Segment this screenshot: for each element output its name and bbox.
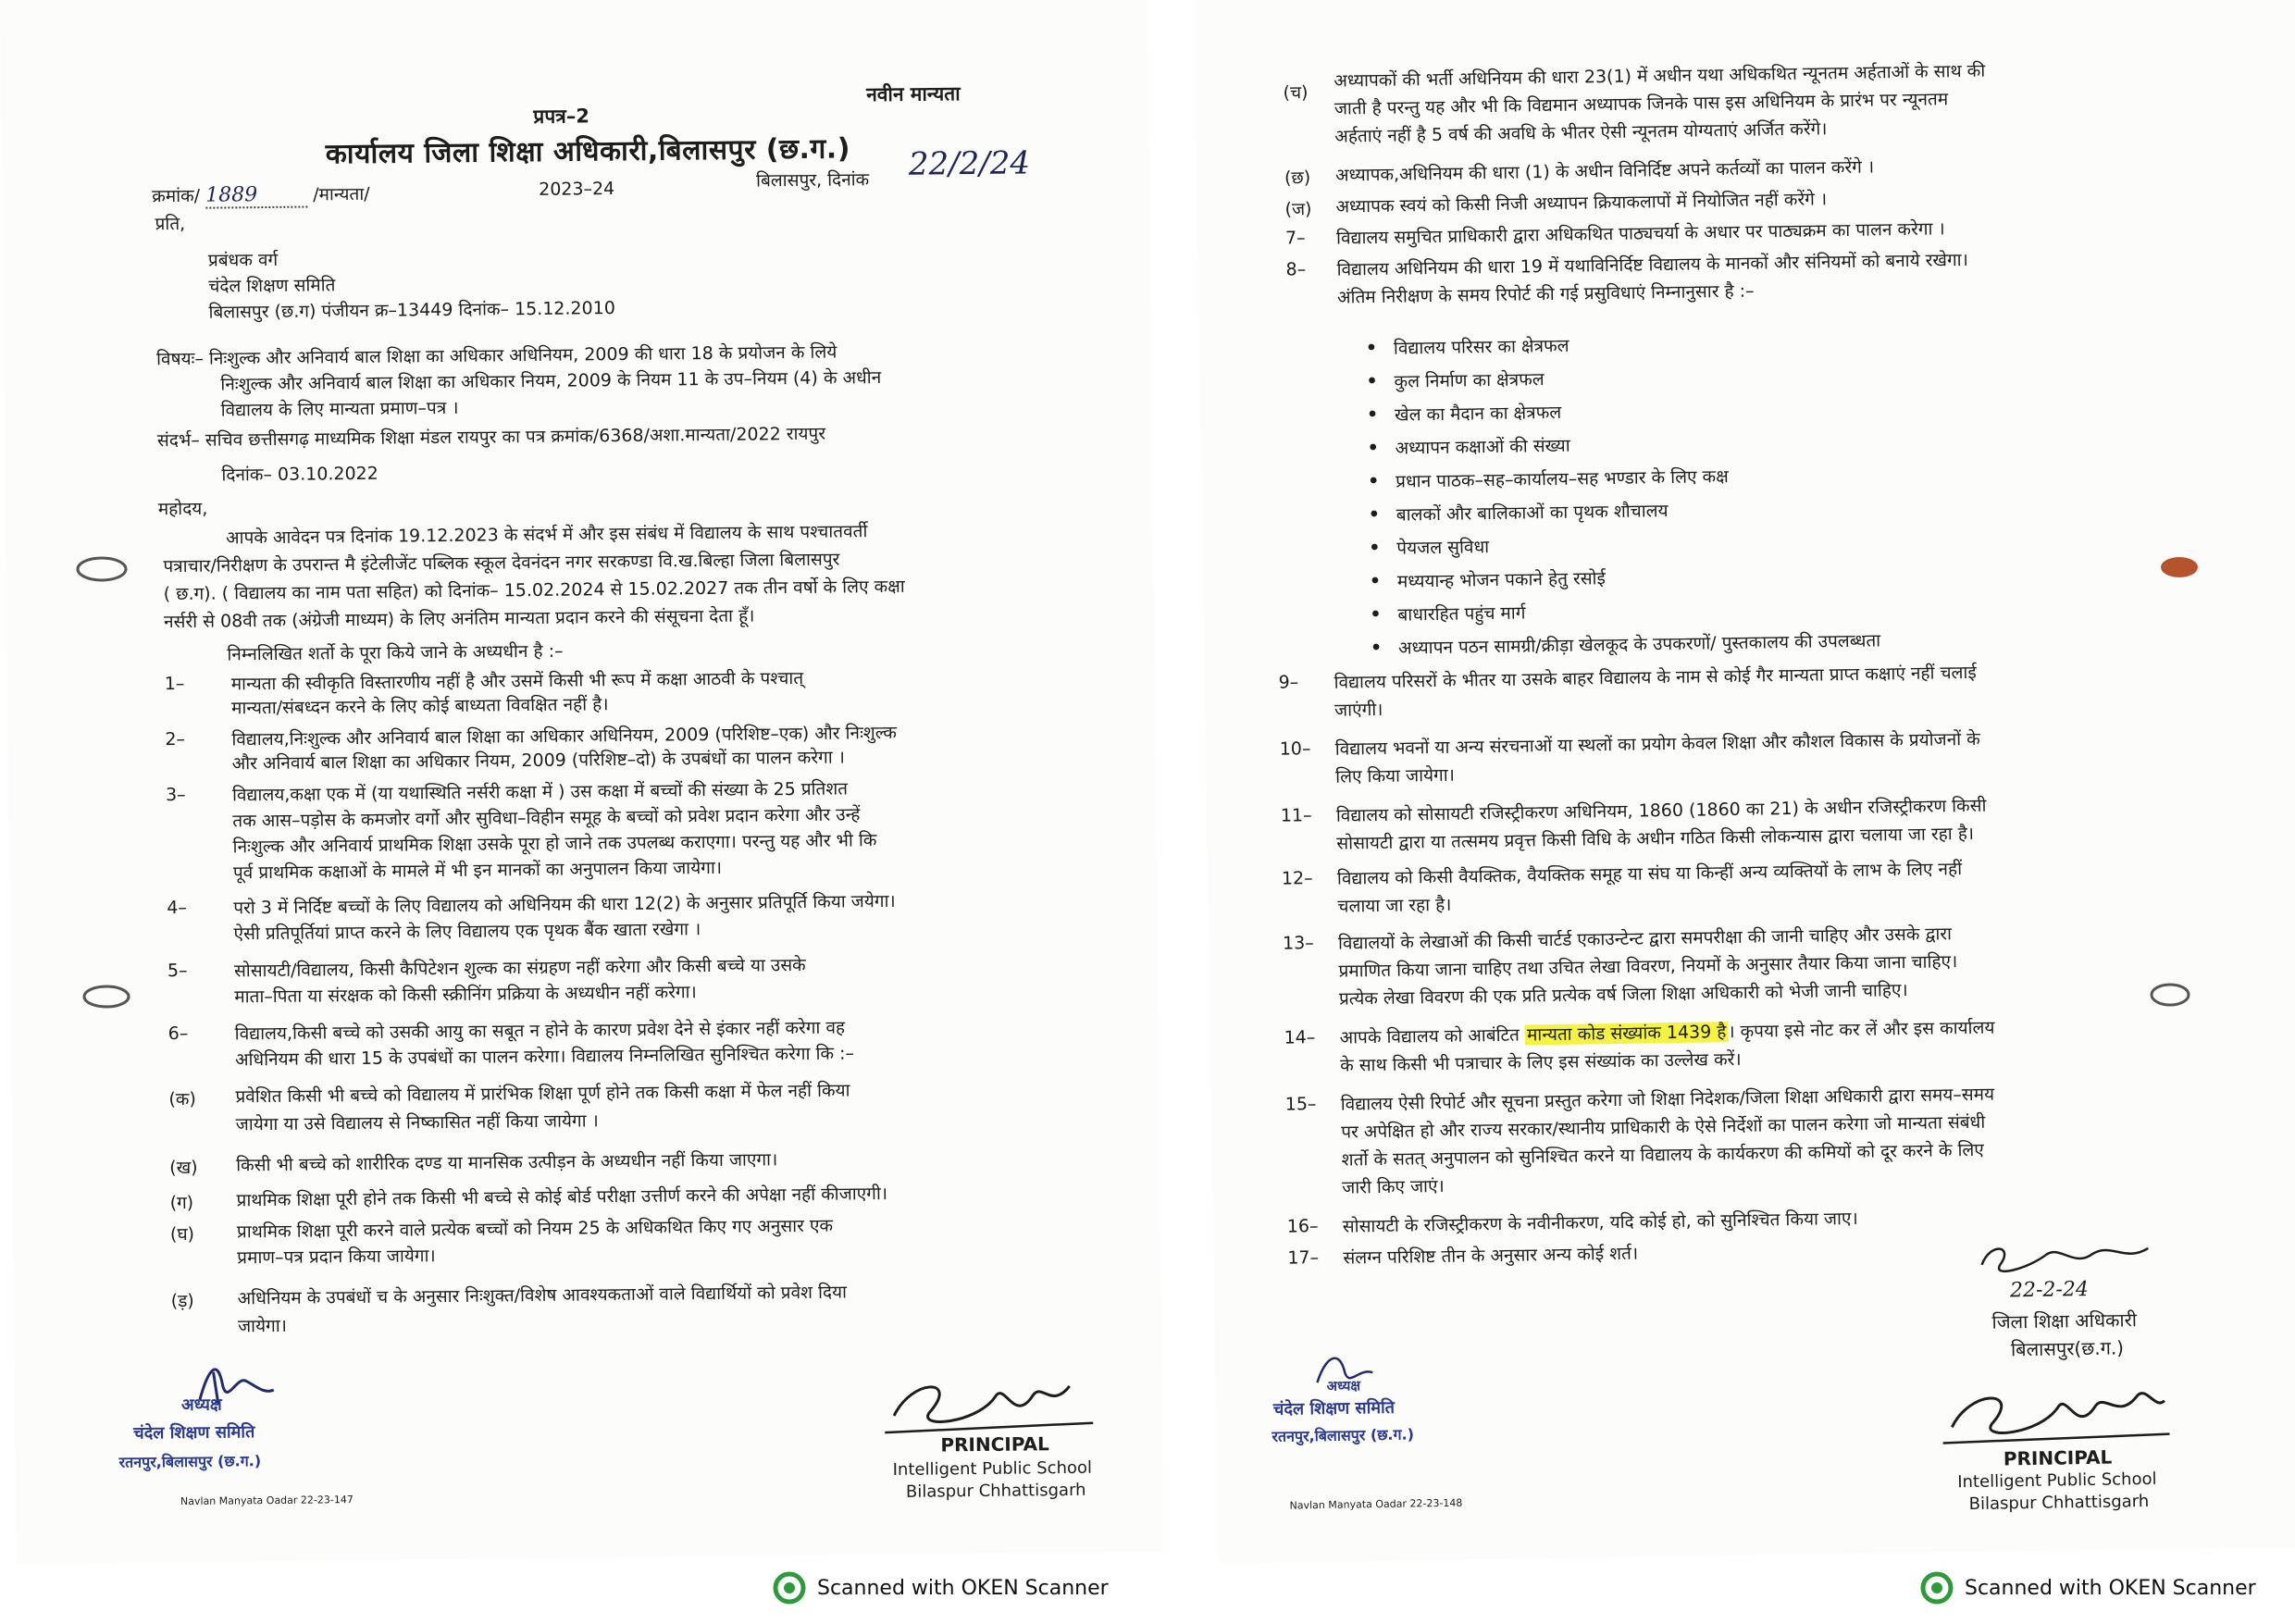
facility-item: खेल का मैदान का क्षेत्रफल (1394, 402, 1562, 426)
bullet-dot: • (1366, 403, 1379, 426)
condition-3-line-4: पूर्व प्राथमिक कक्षाओं के मामले में भी इन मानकों का अनुपालन किया जायेगा। (232, 857, 723, 884)
item-17-line-1: संलग्न परिशिष्ट तीन के अनुसार अन्य कोई शर्त। (1343, 1243, 1639, 1269)
facility-item: प्रधान पाठक–सह–कार्यालय–सह भण्डार के लिए कक्ष (1396, 465, 1729, 492)
item-12-line-2: चलाया जा रहा है। (1337, 894, 1452, 917)
subcondition-gha-number: (घ) (169, 1223, 195, 1246)
bullet-dot: • (1365, 337, 1378, 359)
scanner-label: Scanned with OKEN Scanner (1965, 1576, 2256, 1600)
item-14-line-1 (1339, 1017, 1994, 1049)
punch-hole-mark-3 (2156, 553, 2202, 581)
scanner-watermark-2 (1920, 1571, 2256, 1605)
stamp-right-place-2: Bilaspur Chhattisgarh (1968, 1491, 2150, 1515)
facility-item: अध्यापन पठन सामग्री/क्रीड़ा खेलकूद के उपकरणों/ पुस्तकालय की उपलब्धता (1397, 630, 1881, 659)
condition-6-number: 6– (167, 1023, 189, 1045)
condition-3-line-3: निःशुल्क और अनिवार्य प्राथमिक शिक्षा उसके पूरा हो जाने तक उपलब्ध कराएगा। परन्तु यह और भी कि (232, 830, 877, 858)
condition-2-line-1: विद्यालय,निःशुल्क और अनिवार्य बाल शिक्षा का अधिकार अधिनियम, 2009 (परिशिष्ट–एक) और निःशुल्क (231, 722, 898, 750)
item-7-line-1: विद्यालय समुचित प्राधिकारी द्वारा अधिकथित पाठ्यचर्या के अधार पर पाठ्यक्रम का पालन करेगा । (1335, 218, 1945, 249)
item-chha-line-1: अध्यापक,अधिनियम की धारा (1) के अधीन विनिर्दिष्ट अपने कर्तव्यों का पालन करेंगे । (1334, 156, 1875, 186)
item-13-line-3: प्रत्येक लेखा विवरण की एक प्रति प्रत्येक वर्ष जिला शिक्षा अधिकारी को भेजी जानी चाहिए। (1338, 980, 1908, 1010)
subject-line-3: विद्यालय के लिए मान्यता प्रमाण–पत्र । (220, 397, 459, 421)
scanner-watermark-1 (773, 1571, 1109, 1605)
subcondition-kha-line-1: किसी भी बच्चे को शारीरिक दण्ड या मानसिक उत्पीड़न के अध्यधीन नहीं किया जाएगा। (236, 1149, 778, 1176)
stamp-right-title: PRINCIPAL (940, 1432, 1049, 1457)
facility-item: बाधारहित पहुंच मार्ग (1397, 602, 1526, 626)
new-recognition-label: नवीन मान्यता (865, 82, 961, 106)
footer-note: Navlan Manyata Oadar 22-23-147 (180, 1494, 354, 1508)
body-line-4: नर्सरी से 08वी तक (अंग्रेजी माध्यम) के लिए अनंतिम मान्यता प्रदान करने की संसूचना देता हूँ। (163, 605, 755, 633)
item-11-line-2: सोसायटी द्वारा या तत्समय प्रवृत्त किसी विधि के अधीन गठित किसी लोकन्यास द्वारा चलाया जा रहा है। (1336, 823, 1975, 854)
subcondition-ka-line-1: प्रवेशित किसी भी बच्चे को विद्यालय में प्रारंभिक शिक्षा पूर्ण होने तक किसी कक्षा में फेल नहीं किया (235, 1080, 850, 1108)
ref-number-handwritten: 1889 (205, 183, 307, 209)
item-10-line-2: लिए किया जायेगा। (1335, 764, 1456, 787)
condition-1-number: 1– (164, 673, 185, 695)
footer-note-2: Navlan Manyata Oadar 22-23-148 (1289, 1496, 1463, 1512)
subcondition-gha-line-2: प्रमाण–पत्र प्रदान किया जायेगा। (237, 1246, 436, 1269)
form-number: प्रपत्र–2 (533, 105, 590, 128)
punch-hole-mark-1 (74, 555, 130, 583)
item-11-number: 11– (1280, 805, 1312, 826)
condition-5-number: 5– (167, 960, 188, 982)
bullet-dot: • (1370, 603, 1382, 626)
condition-5-line-2: माता–पिता या संरक्षक को किसी स्क्रीनिंग प्रक्रिया के अध्यधीन नहीं करेगा। (234, 982, 697, 1008)
ref-label: क्रमांक/ (152, 185, 201, 207)
item-12-line-1: विद्यालय को किसी वैयक्तिक, वैयक्तिक समूह या संघ या किन्हीं अन्य व्यक्तियों के लाभ के लिए नहीं (1336, 859, 1963, 889)
item-15-number: 15– (1284, 1094, 1317, 1115)
officer-title: जिला शिक्षा अधिकारी (1991, 1308, 2138, 1333)
stamp-right-school: Intelligent Public School (892, 1457, 1093, 1480)
addressee-line-3: बिलासपुर (छ.ग) पंजीयन क्र–13449 दिनांक– 15.12.2010 (208, 298, 615, 323)
date-handwritten: 22/2/24 (908, 144, 1031, 183)
item-9-number: 9– (1278, 672, 1299, 693)
subcondition-da-number: (ड़) (170, 1290, 194, 1312)
stamp-right-title-2: PRINCIPAL (2003, 1445, 2113, 1470)
item-chha-number: (छ) (1284, 167, 1311, 189)
subcondition-ka-line-2: जायेगा या उसे विद्यालय से निष्कासित नहीं किया जायेगा । (235, 1110, 599, 1135)
item-11-line-1: विद्यालय को सोसायटी रजिस्ट्रीकरण अधिनियम, 1860 (1860 का 21) के अधीन रजिस्ट्रीकरण किसी (1335, 795, 1987, 826)
subcondition-da-line-2: जायेगा। (237, 1315, 287, 1337)
bullet-dot: • (1368, 470, 1380, 492)
item-13-line-1: विद्यालयों के लेखाओं की किसी चार्टर्ड एकाउन्टेन्ट द्वारा समपरीक्षा की जानी चाहिए और उसके द्वारा (1337, 924, 1953, 954)
item-15-line-3: शर्तो के सतत् अनुपालन को सुनिश्चित करने या विद्यालय के कार्यकरण की कमियों को दूर करने के लिए (1341, 1139, 1985, 1171)
stamp-right-school-2: Intelligent Public School (1957, 1469, 2157, 1493)
item-13-line-2: प्रमाणित किया जाना चाहिए तथा उचित लेखा विवरण, नियमों के अनुसार तैयार किया जाना चाहिए। (1338, 951, 1958, 982)
item-10-line-1: विद्यालय भवनों या अन्य संरचनाओं या स्थलों का प्रयोग केवल शिक्षा और कौशल विकास के प्रयोजनों के (1334, 728, 1980, 760)
item-15-line-2: पर अपेक्षित हो और राज्य सरकार/स्थानीय प्राधिकारी के ऐसे निर्देशों का पालन करेगा जो मान्यता संबंधी (1341, 1111, 1986, 1143)
stamp-left-org-2: चंदेल शिक्षण समिति (1272, 1397, 1396, 1419)
condition-2-line-2: और अनिवार्य बाल शिक्षा का अधिकार नियम, 2009 (परिशिष्ट–दो) के उपबंधों का पालन करेगा । (231, 747, 846, 775)
body-line-3: ( छ.ग). ( विद्यालय का नाम पता सहित) को दिनांक– 15.02.2024 से 15.02.2027 तक तीन वर्षो के लिए कक्षा (163, 576, 905, 605)
condition-5-line-1: सोसायटी/विद्यालय, किसी कैपिटेशन शुल्क का संग्रहण नहीं करेगा और किसी बच्चे या उसके (233, 954, 806, 982)
scanner-logo-icon (773, 1571, 806, 1605)
scanner-logo-icon (1920, 1571, 1954, 1605)
condition-4-line-2: ऐसी प्रतिपूर्तियां प्राप्त करने के लिए विद्यालय एक पृथक बैंक खाता रखेगा । (233, 919, 701, 945)
subcondition-da-line-1: अधिनियम के उपबंधों च के अनुसार निःशुक्त/विशेष आवश्यकताओं वाले विद्यार्थियों को प्रवेश दिया (237, 1282, 848, 1309)
stamp-right-place: Bilaspur Chhattisgarh (905, 1480, 1086, 1502)
item-ja-number: (ज) (1284, 199, 1312, 220)
condition-6-line-2: अधिनियम की धारा 15 के उपबंधों का पालन करेगा। विद्यालय निम्नलिखित सुनिश्चित करेगा कि :– (234, 1043, 855, 1071)
to-label: प्रति, (155, 213, 186, 235)
item-9-line-1: विद्यालय परिसरों के भीतर या उसके बाहर विद्यालय के नाम से कोई गैर मान्यता प्राप्त कक्षाएं नहीं चलाई (1334, 662, 1977, 693)
principal-signature (875, 1358, 1107, 1444)
item-9-line-2: जाएंगी। (1334, 699, 1383, 721)
condition-4-line-1: परो 3 में निर्दिष्ट बच्चों के लिए विद्यालय को अधिनियम की धारा 12(2) के अनुसार प्रतिपूर्ति किया जयेगा। (233, 890, 896, 919)
officer-place: बिलासपुर(छ.ग.) (2010, 1336, 2125, 1361)
item-13-number: 13– (1282, 933, 1314, 954)
facility-item: कुल निर्माण का क्षेत्रफल (1394, 369, 1544, 392)
bullet-dot: • (1369, 537, 1381, 559)
ref-suffix: /मान्यता/ (313, 183, 370, 205)
item-8-line-2: अंतिम निरीक्षण के समय रिपोर्ट की गई प्रसुविधाएं निम्नानुसार है :– (1336, 280, 1755, 308)
salutation: महोदय, (157, 498, 208, 520)
principal-signature-2 (1937, 1372, 2178, 1450)
item-15-line-1: विद्यालय ऐसी रिपोर्ट और सूचना प्रस्तुत करेगा जो शिक्षा निदेशक/जिला शिक्षा अधिकारी द्वारा समय–समय (1340, 1084, 1995, 1115)
reference-line (152, 181, 370, 209)
body-line-5: निम्नलिखित शर्तो के पूरा किये जाने के अध्यधीन है :– (227, 640, 564, 665)
item-16-line-1: सोसायटी के रजिस्ट्रीकरण के नवीनीकरण, यदि कोई हो, को सुनिश्चित किया जाए। (1342, 1208, 1858, 1237)
subcondition-kha-number: (ख) (169, 1157, 198, 1179)
document-page-1 (0, 0, 1164, 1564)
place-date-label: बिलासपुर, दिनांक (755, 169, 870, 192)
punch-hole-mark-2 (79, 983, 134, 1010)
reference-line-2: दिनांक– 03.10.2022 (221, 463, 378, 486)
addressee-line-1: प्रबंधक वर्ग (207, 249, 279, 271)
item-cha-line-3: अर्हताएं नहीं है 5 वर्ष की अवधि के भीतर ऐसी न्यूनतम योग्यताएं अर्जित करेंगे। (1334, 118, 1828, 147)
condition-4-number: 4– (167, 897, 187, 919)
condition-3-line-1: विद्यालय,कक्षा एक में (या यथास्थिति नर्सरी कक्षा में ) उस कक्षा में बच्चों की संख्या के 25 प्रतिशत (231, 778, 849, 806)
scanner-label: Scanned with OKEN Scanner (817, 1576, 1109, 1600)
condition-3-number: 3– (165, 784, 186, 806)
item-15-line-4: जारी किए जाएं। (1342, 1175, 1445, 1198)
item-10-number: 10– (1279, 738, 1311, 760)
stamp-left-place-2: रतनपुर,बिलासपुर (छ.ग.) (1272, 1425, 1415, 1445)
facility-item: बालकों और बालिकाओं का पृथक शौचालय (1396, 501, 1669, 526)
item-7-number: 7– (1284, 228, 1306, 249)
facility-item: अध्यापन कक्षाओं की संख्या (1395, 435, 1570, 459)
subject-line-1: विषयः– निःशुल्क और अनिवार्य बाल शिक्षा का अधिकार अधिनियम, 2009 की धारा 18 के प्रयोजन के लिये (155, 341, 837, 370)
item-14-number: 14– (1284, 1027, 1316, 1048)
subject-line-2: निःशुल्क और अनिवार्य बाल शिक्षा का अधिकार नियम, 2009 के नियम 11 के उप–नियम (4) के अधीन (220, 367, 882, 395)
item-cha-line-1: अध्यापकों की भर्ती अधिनियम की धारा 23(1) में अधीन यथा अधिकथित न्यूनतम अर्हताओं के साथ की (1334, 60, 1986, 92)
reference-line-1: संदर्भ– सचिव छत्तीसगढ़ माध्यमिक शिक्षा मंडल रायपुर का पत्र क्रमांक/6368/अशा.मान्यता/2022 रायपुर (156, 423, 826, 452)
facility-item: पेयजल सुविधा (1396, 537, 1490, 559)
bullet-dot: • (1367, 437, 1379, 459)
item-cha-line-2: जाती है परन्तु यह और भी कि विद्यमान अध्यापक जिनके पास इस अधिनियम के प्रारंभ पर न्यूनतम (1334, 89, 1949, 119)
item-12-number: 12– (1281, 868, 1313, 889)
bullet-dot: • (1368, 503, 1381, 526)
body-line-1: आपके आवेदन पत्र दिनांक 19.12.2023 के संदर्भ में और इस संबंध में विद्यालय के साथ पश्चातवर्ती (225, 521, 868, 549)
condition-1-line-1: मान्यता की स्वीकृति विस्तारणीय नहीं है और उसमें किसी भी रूप में कक्षा आठवी के पश्चात् (230, 667, 804, 695)
stamp-left-title: अध्यक्ष (180, 1395, 222, 1416)
punch-hole-mark-4 (2147, 981, 2193, 1009)
recognition-code-highlight: मान्यता कोड संख्यांक 1439 है (1526, 1022, 1727, 1046)
subcondition-gha-line-1: प्राथमिक शिक्षा पूरी करने वाले प्रत्येक बच्चों को नियम 25 के अधिकथित किए गए अनुसार एक (236, 1215, 834, 1243)
condition-6-line-1: विद्यालय,किसी बच्चे को उसकी आयु का सबूत न होने के कारण प्रवेश देने से इंकार नहीं करेगा वह (234, 1017, 846, 1045)
item-14-pre: आपके विद्यालय को आबंटित (1339, 1024, 1520, 1048)
bullet-dot: • (1370, 637, 1383, 659)
stamp-left-org: चंदेल शिक्षण समिति (133, 1422, 255, 1444)
stamp-left-title-2: अध्यक्ष (1326, 1377, 1361, 1395)
item-ja-line-1: अध्यापक स्वयं को किसी निजी अध्यापन क्रियाकलापों में नियोजित नहीं करेंगे । (1335, 189, 1828, 217)
item-17-number: 17– (1287, 1247, 1320, 1269)
subcondition-ga-number: (ग) (169, 1192, 194, 1214)
officer-date-handwritten: 22-2-24 (2009, 1277, 2090, 1303)
condition-2-number: 2– (165, 728, 186, 750)
document-page-2 (1194, 0, 2295, 1564)
ref-year: 2023–24 (539, 179, 615, 200)
item-16-number: 16– (1286, 1216, 1319, 1237)
condition-3-line-2: तक आस–पड़ोस के कमजोर वर्गो और सुविधा–विहीन समूह के बच्चों को प्रवेश प्रदान करेगा और उन्हें (232, 804, 861, 832)
bullet-dot: • (1366, 370, 1378, 392)
facility-item: मध्ययान्ह भोजन पकाने हेतु रसोई (1396, 568, 1606, 592)
item-cha-number: (च) (1283, 82, 1309, 104)
addressee-line-2: चंदेल शिक्षण समिति (208, 275, 336, 297)
item-8-line-1: विद्यालय अधिनियम की धारा 19 में यथाविनिर्दिष्ट विद्यालय के मानकों और संनियमों को बनाये रखेगा। (1336, 249, 1969, 280)
item-14-line-2: के साथ किसी भी पत्राचार के लिए इस संख्यांक का उल्लेख करें। (1339, 1048, 1742, 1076)
subcondition-ga-line-1: प्राथमिक शिक्षा पूरी होने तक किसी भी बच्चे से कोई बोर्ड परीक्षा उत्तीर्ण करने की अपेक्षा नहीं कीजाएगी। (236, 1184, 888, 1211)
office-title: कार्यालय जिला शिक्षा अधिकारी,बिलासपुर (छ.ग.) (325, 132, 851, 171)
facility-item: विद्यालय परिसर का क्षेत्रफल (1393, 335, 1569, 359)
subcondition-ka-number: (क) (168, 1088, 196, 1110)
stamp-left-place: रतनपुर,बिलासपुर (छ.ग.) (118, 1452, 262, 1471)
item-8-number: 8– (1285, 259, 1307, 280)
item-14-post: । कृपया इसे नोट कर लें और इस कार्यालय (1728, 1017, 1995, 1043)
bullet-dot: • (1369, 570, 1382, 592)
condition-1-line-2: मान्यता/संबध्दन करने के लिए कोई बाध्यता विवक्षित नहीं है। (230, 694, 609, 719)
body-line-2: पत्राचार/निरीक्षण के उपरान्त मै इंटेलीजेंट पब्लिक स्कूल देवनंदन नगर सरकण्डा वि.ख.बिल्हा जिला बिलासपुर (163, 549, 840, 577)
